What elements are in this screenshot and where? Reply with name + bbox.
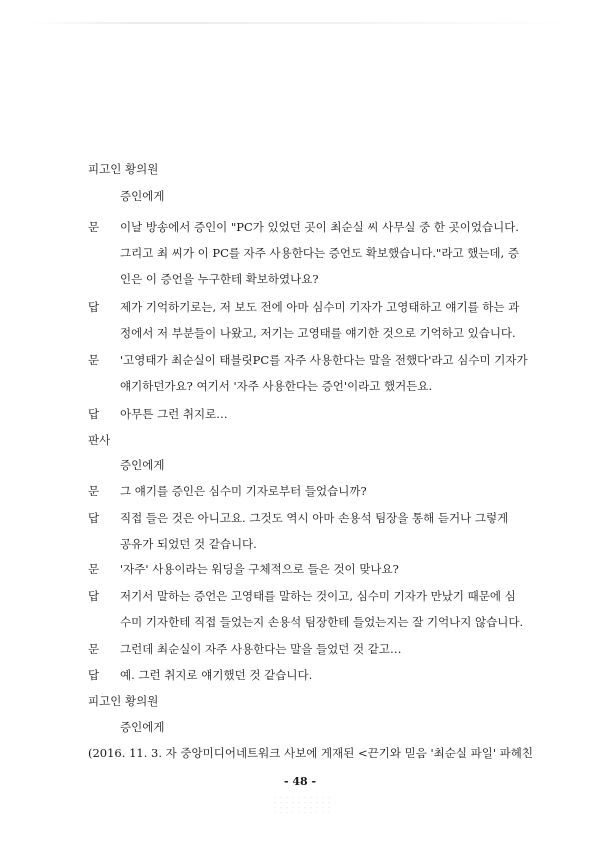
question-marker: 문 (88, 642, 100, 656)
question-text: 그리고 최 씨가 이 PC를 자주 사용한다는 증언도 확보했습니다."라고 했는데, 증 (120, 246, 519, 260)
question-text: '고영태가 최순실이 태블릿PC를 자주 사용한다는 말을 전했다'라고 심수미 기자가 (120, 353, 528, 367)
question-marker: 문 (88, 562, 100, 576)
answer-marker: 답 (88, 300, 100, 314)
question-text: 인은 이 증언을 누구한테 확보하였나요? (120, 272, 319, 286)
answer-text: 수미 기자한테 직접 들었는지 손용석 팀장한테 들었는지는 잘 기억나지 않습니다. (120, 615, 524, 629)
answer-text: 정에서 저 부분들이 나왔고, 저기는 고영태를 얘기한 것으로 기억하고 있습니다. (120, 326, 516, 340)
body-text: (2016. 11. 3. 자 중앙미디어네트워크 사보에 게재된 <끈기와 믿음 '최순실 파일' 파헤친 (88, 746, 533, 760)
speaker-label: 피고인 황의원 (88, 694, 159, 708)
answer-marker: 답 (88, 407, 100, 421)
question-text: 그런데 최순실이 자주 사용한다는 말을 들었던 것 같고… (120, 642, 402, 656)
question-marker: 문 (88, 220, 100, 234)
answer-text: 예. 그런 취지로 얘기했던 것 같습니다. (120, 668, 313, 682)
question-text: '자주' 사용이라는 워딩을 구체적으로 들은 것이 맞나요? (120, 562, 399, 576)
question-text: 이날 방송에서 증인이 "PC가 있었던 곳이 최순실 씨 사무실 중 한 곳이었습니다. (120, 220, 519, 234)
question-marker: 문 (88, 484, 100, 498)
question-text: 얘기하던가요? 여기서 '자주 사용한다는 증언'이라고 했거든요. (120, 379, 433, 393)
question-text: 그 얘기를 증인은 심수미 기자로부터 들었습니까? (120, 484, 367, 498)
answer-marker: 답 (88, 668, 100, 682)
answer-text: 저기서 말하는 증언은 고영태를 말하는 것이고, 심수미 기자가 만났기 때문에 심 (120, 589, 516, 603)
answer-text: 직접 들은 것은 아니고요. 그것도 역시 아마 손용석 팀장을 통해 듣거나 그렇게 (120, 511, 509, 525)
speaker-label: 판사 (88, 433, 111, 447)
page-number: - 48 - (283, 775, 317, 788)
speaker-label: 피고인 황의원 (88, 162, 159, 176)
question-marker: 문 (88, 353, 100, 367)
answer-marker: 답 (88, 589, 100, 603)
answer-text: 아무튼 그런 취지로… (120, 407, 228, 421)
scan-artifact (30, 22, 570, 24)
answer-text: 제가 기억하기로는, 저 보도 전에 아마 심수미 기자가 고영태하고 얘기를 하는 과 (120, 300, 520, 314)
answer-marker: 답 (88, 511, 100, 525)
addressee-label: 증인에게 (120, 720, 165, 734)
addressee-label: 증인에게 (120, 189, 165, 203)
addressee-label: 증인에게 (120, 458, 165, 472)
answer-text: 공유가 되었던 것 같습니다. (120, 537, 257, 551)
scan-noise (272, 795, 332, 815)
